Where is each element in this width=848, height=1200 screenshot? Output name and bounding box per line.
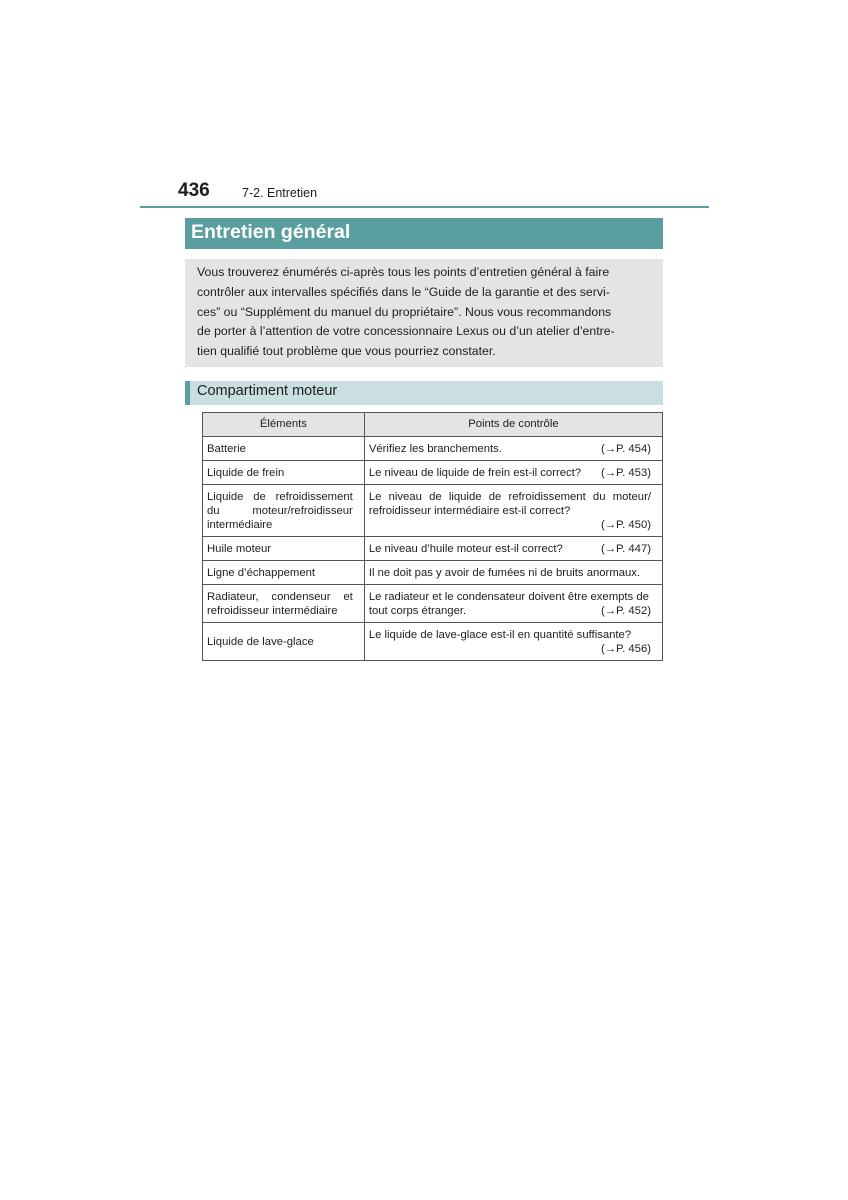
- table-header-row: [203, 413, 663, 437]
- page-reference: (→P. 454): [600, 443, 651, 455]
- row-item: Huile moteur: [203, 537, 365, 561]
- page-reference: (→P. 450): [600, 519, 651, 531]
- table-row: [203, 623, 663, 661]
- column-header-items: Éléments: [203, 413, 365, 437]
- row-check: [364, 485, 662, 537]
- check-text: Le liquide de lave-glace est-il en quantité suffisante?: [368, 629, 632, 641]
- row-check: [364, 585, 662, 623]
- page-reference: (→P. 453): [600, 467, 651, 479]
- row-item: Radiateur, condenseur et refroidisseur intermédiaire: [203, 585, 365, 623]
- row-item: Ligne d’échappement: [203, 561, 365, 585]
- check-text: Le niveau de liquide de refroidissement du moteur/ refroidisseur intermédiaire est-il correct?: [368, 491, 651, 517]
- row-check: [364, 437, 662, 461]
- check-text: Il ne doit pas y avoir de fumées ni de bruits anormaux.: [368, 567, 641, 579]
- intro-line: ces” ou “Supplément du manuel du propriétaire”. Nous vous recommandons: [197, 304, 612, 319]
- check-text: Le niveau d’huile moteur est-il correct?: [368, 543, 563, 555]
- check-text: Vérifiez les branchements.: [368, 443, 502, 455]
- row-check: [364, 561, 662, 585]
- row-item: Liquide de refroidissement du moteur/refroidisseur intermédiaire: [203, 485, 365, 537]
- table-row: [203, 437, 663, 461]
- row-check: [364, 461, 662, 485]
- row-item: Batterie: [203, 437, 365, 461]
- page-title: Entretien général: [185, 218, 663, 249]
- intro-box: [185, 259, 663, 367]
- header-rule: [140, 206, 709, 208]
- inspection-table: [202, 412, 663, 661]
- table-row: [203, 537, 663, 561]
- intro-line: contrôler aux intervalles spécifiés dans le “Guide de la garantie et des servi-: [197, 284, 610, 299]
- table-row: [203, 485, 663, 537]
- page-reference: (→P. 452): [600, 605, 651, 617]
- table-row: [203, 461, 663, 485]
- page-number: 436: [178, 180, 210, 201]
- check-text: Le radiateur et le condensateur doivent être exempts de tout corps étranger.: [368, 591, 649, 617]
- section-label: 7-2. Entretien: [242, 186, 318, 200]
- column-header-checks: Points de contrôle: [364, 413, 662, 437]
- intro-line: tien qualifié tout problème que vous pourriez constater.: [197, 344, 496, 359]
- check-text: Le niveau de liquide de frein est-il correct?: [368, 467, 582, 479]
- page-reference: (→P. 456): [600, 643, 651, 655]
- row-item: Liquide de lave-glace: [203, 623, 365, 661]
- intro-line: de porter à l’attention de votre concessionnaire Lexus ou d’un atelier d’entre-: [197, 324, 615, 339]
- page-reference: (→P. 447): [600, 543, 651, 555]
- table-row: [203, 585, 663, 623]
- row-item: Liquide de frein: [203, 461, 365, 485]
- table-row: [203, 561, 663, 585]
- row-check: [364, 623, 662, 661]
- section-subheading: Compartiment moteur: [185, 381, 663, 405]
- row-check: [364, 537, 662, 561]
- intro-line: Vous trouverez énumérés ci-après tous les points d’entretien général à faire: [197, 265, 610, 279]
